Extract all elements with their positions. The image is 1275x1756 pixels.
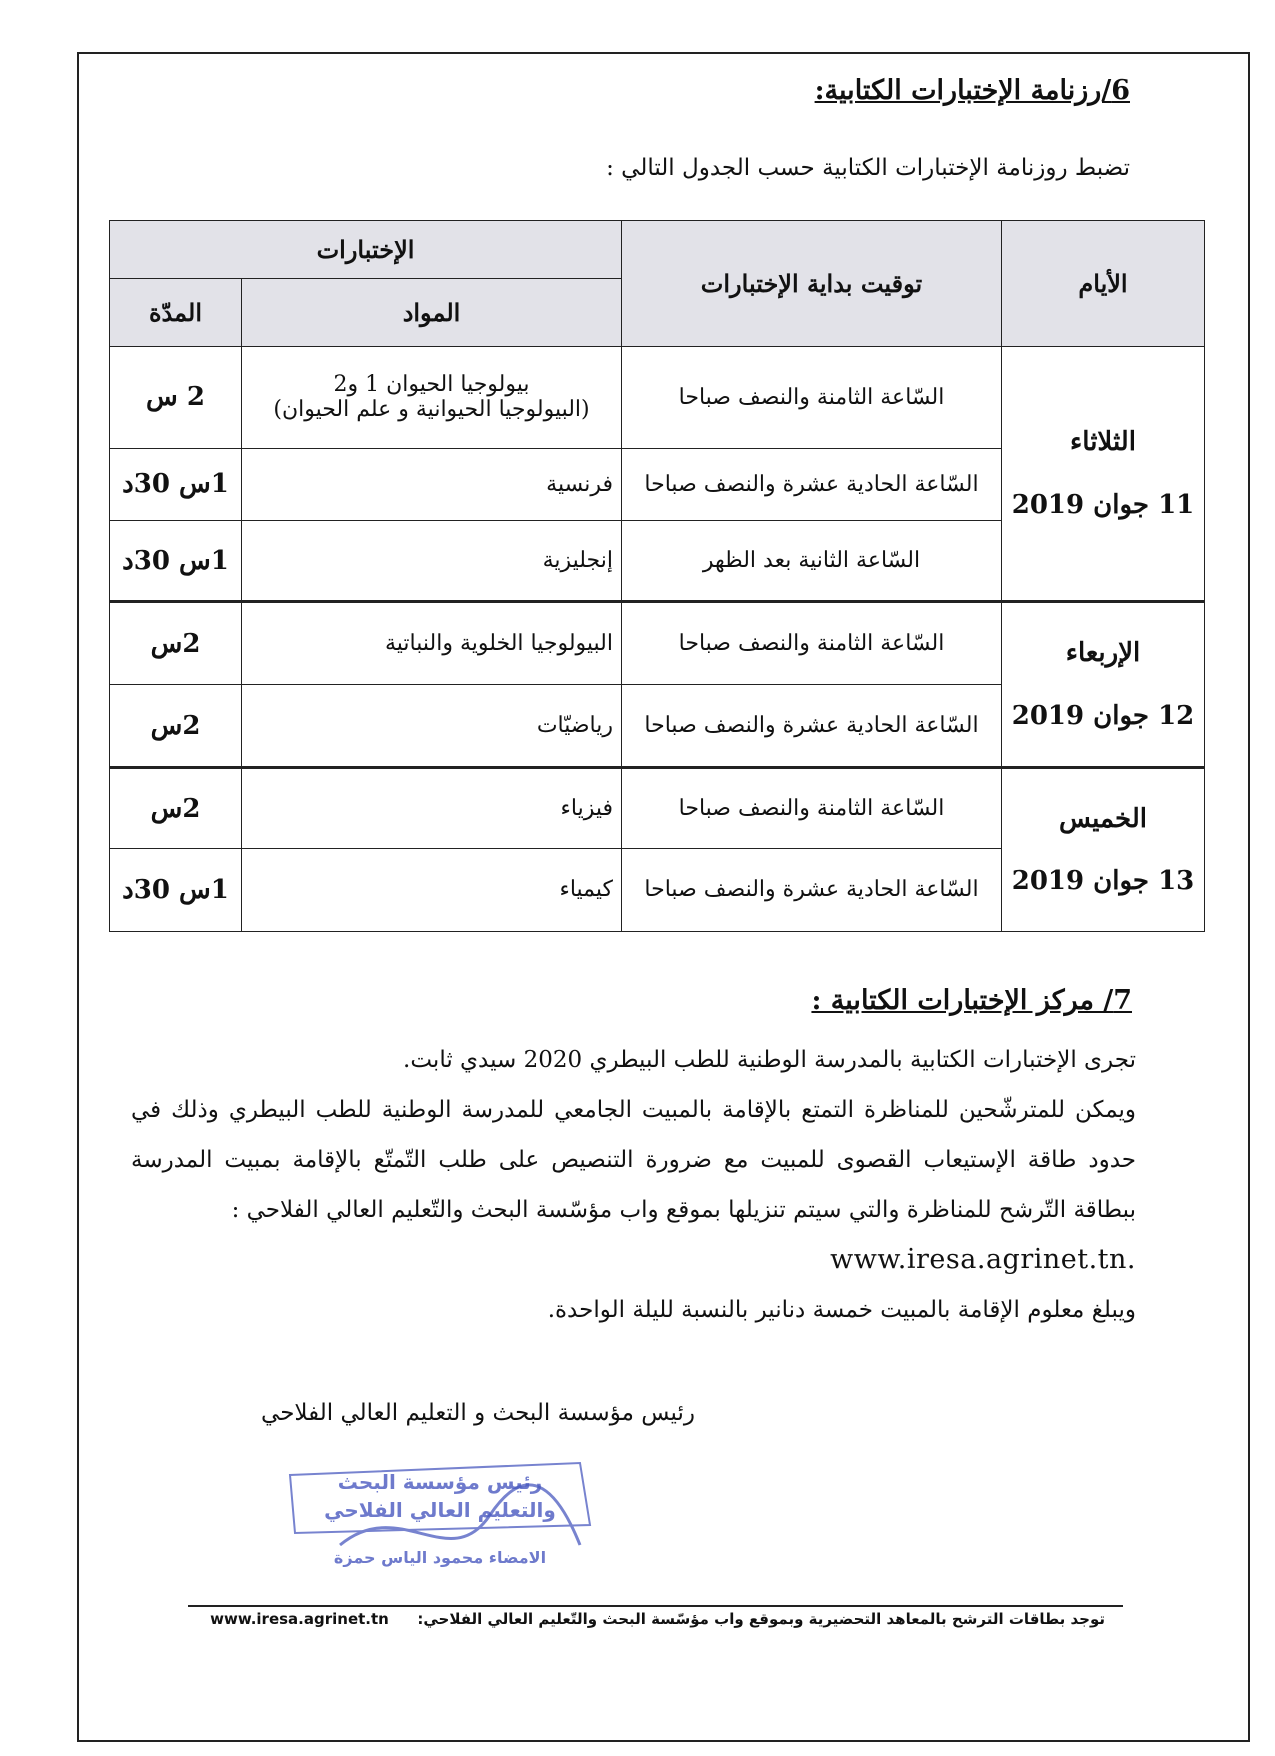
paragraph: ويبلغ معلوم الإقامة بالمبيت خمسة دنانير بالنسبة لليلة الواحدة.	[547, 1297, 1136, 1323]
header-time: توقيت بداية الإختبارات	[622, 221, 1002, 347]
table-row	[110, 347, 1205, 449]
table-row	[110, 768, 1205, 849]
duration-cell: 1س 30د	[110, 521, 242, 602]
day-cell	[1002, 602, 1205, 768]
footer-url: www.iresa.agrinet.tn	[210, 1610, 389, 1628]
subject-cell: كيمياء	[242, 848, 622, 931]
subject-cell: إنجليزية	[242, 521, 622, 602]
subject-line2: (البيولوجيا الحيوانية و علم الحيوان)	[273, 397, 590, 423]
weekday: الخميس	[1059, 803, 1147, 834]
subject-cell	[242, 347, 622, 449]
header-duration: المدّة	[110, 279, 242, 347]
stamp-line2: والتعليم العالي الفلاحي	[324, 1498, 556, 1522]
exam-schedule-table	[109, 220, 1205, 932]
date: 12 جوان 2019	[1011, 700, 1195, 731]
section-7-heading: 7/ مركز الإختبارات الكتابية :	[811, 985, 1132, 1016]
subject-cell: فرنسية	[242, 448, 622, 521]
duration-cell: 2س	[110, 768, 242, 849]
header-days: الأيام	[1002, 221, 1205, 347]
subject-cell: فيزياء	[242, 768, 622, 849]
subject-cell: البيولوجيا الخلوية والنباتية	[242, 602, 622, 685]
time-cell: السّاعة الثامنة والنصف صباحا	[622, 602, 1002, 685]
duration-cell: 2س	[110, 602, 242, 685]
duration-cell: 2س	[110, 685, 242, 768]
time-cell: السّاعة الثامنة والنصف صباحا	[622, 347, 1002, 449]
duration-cell: 1س 30د	[110, 848, 242, 931]
footer	[210, 1610, 1105, 1628]
header-subjects: المواد	[242, 279, 622, 347]
time-cell: السّاعة الثامنة والنصف صباحا	[622, 768, 1002, 849]
table-row	[110, 602, 1205, 685]
duration-cell: 1س 30د	[110, 448, 242, 521]
website-url: .www.iresa.agrinet.tn	[830, 1244, 1136, 1275]
paragraph: ويمكن للمترشّحين للمناظرة التمتع بالإقامة بالمبيت الجامعي للمدرسة الوطنية للطب البيطري وذلك في حدود طاقة الإستيعاب القصوى للمبيت مع ضرورة التنصيص على طلب التّمتّع بالإقامة بمبيت المدرسة ببطاقة التّرشح للمناظرة والتي سيتم تنزيلها بموقع واب مؤسّسة البحث والتّعليم العالي الفلاحي :	[131, 1097, 1136, 1223]
weekday: الثلاثاء	[1070, 427, 1136, 458]
duration-cell: 2 س	[110, 347, 242, 449]
subject-line1: بيولوجيا الحيوان 1 و2	[333, 372, 530, 398]
time-cell: السّاعة الحادية عشرة والنصف صباحا	[622, 848, 1002, 931]
date: 11 جوان 2019	[1011, 489, 1195, 520]
paragraph: تجرى الإختبارات الكتابية بالمدرسة الوطنية للطب البيطري 2020 سيدي ثابت.	[403, 1047, 1136, 1073]
section-7-body	[131, 1035, 1136, 1335]
time-cell: السّاعة الحادية عشرة والنصف صباحا	[622, 448, 1002, 521]
day-cell	[1002, 768, 1205, 932]
signatory-title: رئيس مؤسسة البحث و التعليم العالي الفلاحي	[261, 1400, 695, 1426]
subject-cell: رياضيّات	[242, 685, 622, 768]
weekday: الإربعاء	[1065, 638, 1141, 669]
stamp-line1: رئيس مؤسسة البحث	[337, 1470, 543, 1494]
footer-divider	[188, 1605, 1123, 1607]
day-cell	[1002, 347, 1205, 602]
header-exams: الإختبارات	[110, 221, 622, 279]
signature-stamp	[280, 1455, 600, 1605]
date: 13 جوان 2019	[1011, 866, 1195, 897]
stamp-line3: الامضاء محمود الياس حمزة	[333, 1548, 547, 1567]
time-cell: السّاعة الثانية بعد الظهر	[622, 521, 1002, 602]
time-cell: السّاعة الحادية عشرة والنصف صباحا	[622, 685, 1002, 768]
section-6-heading: 6/رزنامة الإختبارات الكتابية:	[814, 75, 1130, 106]
section-6-intro: تضبط روزنامة الإختبارات الكتابية حسب الجدول التالي :	[606, 155, 1130, 181]
footer-text: توجد بطاقات الترشح بالمعاهد التحضيرية وبموقع واب مؤسّسة البحث والتّعليم العالي الفلاحي:	[417, 1610, 1105, 1628]
